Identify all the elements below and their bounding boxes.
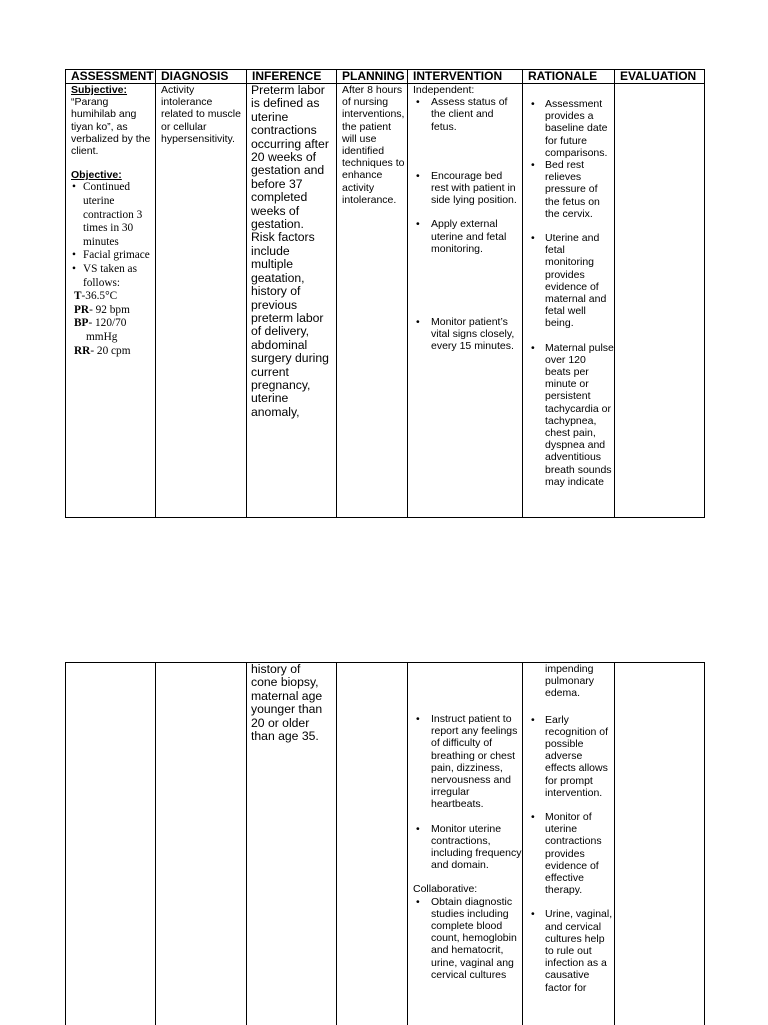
intervention-item: • Instruct patient to report any feelings of difficulty of breathing or chest pain, dizziness, nervousness and irregular heartbeats.	[413, 713, 522, 811]
vital-resp: RR- 20 cpm	[74, 344, 131, 357]
subjective-label: Subjective:	[71, 84, 128, 96]
rationale-list-continued	[528, 714, 614, 994]
vital-bp-unit: mmHg	[86, 330, 118, 343]
intervention-item: • Monitor patient’s vital signs closely, every 15 minutes.	[413, 316, 522, 353]
objective-list	[71, 181, 155, 290]
intervention-cell-continued	[408, 663, 523, 1025]
vital-pulse: PR- 92 bpm	[74, 303, 130, 316]
rationale-item: • Urine, vaginal, and cervical cultures help to rule out infection as a causative factor for	[528, 908, 614, 993]
intervention-item: • Assess status of the client and fetus.	[413, 96, 522, 133]
rationale-item: • Monitor of uterine contractions provides evidence of effective therapy.	[528, 811, 614, 896]
subjective-text: “Parang humihilab ang tiyan ko”, as verbalized by the client.	[71, 96, 151, 158]
assessment-cell-continued	[66, 663, 156, 1025]
intervention-item: • Monitor uterine contractions, including frequency and domain.	[413, 823, 522, 872]
planning-cell-continued	[337, 663, 408, 1025]
inference-cell	[247, 84, 337, 518]
inference-text-continued: history of cone biopsy, maternal age younger than 20 or older than age 35.	[251, 662, 323, 744]
vital-signs	[71, 290, 155, 358]
intervention-item: • Encourage bed rest with patient in side lying position.	[413, 170, 522, 207]
header-rationale: RATIONALE	[523, 70, 615, 84]
rationale-cell-continued	[523, 663, 615, 1025]
rationale-cell	[523, 84, 615, 518]
evaluation-cell-continued	[615, 663, 705, 1025]
header-evaluation: EVALUATION	[615, 70, 705, 84]
rationale-item: • Assessment provides a baseline date for future comparisons.	[528, 98, 614, 159]
objective-label: Objective:	[71, 169, 122, 182]
inference-text: Preterm labor is defined as uterine contractions occurring after 20 weeks of gestation and before 37 completed weeks of gestation. Risk factors include multiple geatation, history of previous preterm labor of delivery, abdominal surgery during current pregnancy, uterine anomaly,	[251, 83, 329, 419]
rationale-item: • Early recognition of possible adverse effects allows for prompt intervention.	[528, 714, 614, 799]
care-plan-table-page1	[65, 69, 705, 518]
header-planning: PLANNING	[337, 70, 408, 84]
diagnosis-text: Activity intolerance related to muscle or cellular hypersensitivity.	[161, 84, 241, 145]
independent-label: Independent:	[413, 84, 475, 96]
diagnosis-cell	[156, 84, 247, 518]
header-assessment: ASSESSMENT	[66, 70, 156, 84]
rationale-item: • Uterine and fetal monitoring provides evidence of maternal and fetal well being.	[528, 232, 614, 330]
header-diagnosis: DIAGNOSIS	[156, 70, 247, 84]
planning-text: After 8 hours of nursing interventions, the patient will use identified techniques to enhance activity intolerance.	[342, 84, 405, 206]
rationale-item: • Maternal pulse over 120 beats per minute or persistent tachycardia or tachypnea, chest pain, dyspnea and adventitious breath sounds may indicate	[528, 342, 614, 488]
assessment-cell	[66, 84, 156, 518]
inference-cell-continued	[247, 663, 337, 1025]
evaluation-cell	[615, 84, 705, 518]
intervention-item: • Apply external uterine and fetal monitoring.	[413, 218, 522, 255]
collaborative-list	[413, 896, 522, 981]
header-row	[66, 70, 705, 84]
collaborative-item: • Obtain diagnostic studies including complete blood count, hemoglobin and hematocrit, urine, vaginal ang cervical cultures	[413, 896, 522, 981]
planning-cell	[337, 84, 408, 518]
rationale-continuation: impending pulmonary edema.	[545, 663, 595, 700]
objective-item: • Facial grimace	[71, 249, 155, 263]
intervention-cell	[408, 84, 523, 518]
rationale-item: • Bed rest relieves pressure of the fetus on the cervix.	[528, 159, 614, 220]
vital-bp: BP- 120/70	[74, 317, 127, 330]
content-row-continued	[66, 663, 705, 1025]
header-inference: INFERENCE	[247, 70, 337, 84]
content-row	[66, 84, 705, 518]
intervention-list	[413, 96, 522, 352]
collaborative-label: Collaborative:	[413, 883, 478, 896]
objective-item: • VS taken as follows:	[71, 263, 155, 290]
intervention-list-continued	[413, 713, 522, 871]
diagnosis-cell-continued	[156, 663, 247, 1025]
objective-item: • Continued uterine contraction 3 times in 30 minutes	[71, 181, 155, 249]
header-intervention: INTERVENTION	[408, 70, 523, 84]
care-plan-table-page2	[65, 662, 705, 1025]
rationale-list	[528, 98, 614, 488]
vital-temp: T-36.5°C	[74, 290, 118, 303]
